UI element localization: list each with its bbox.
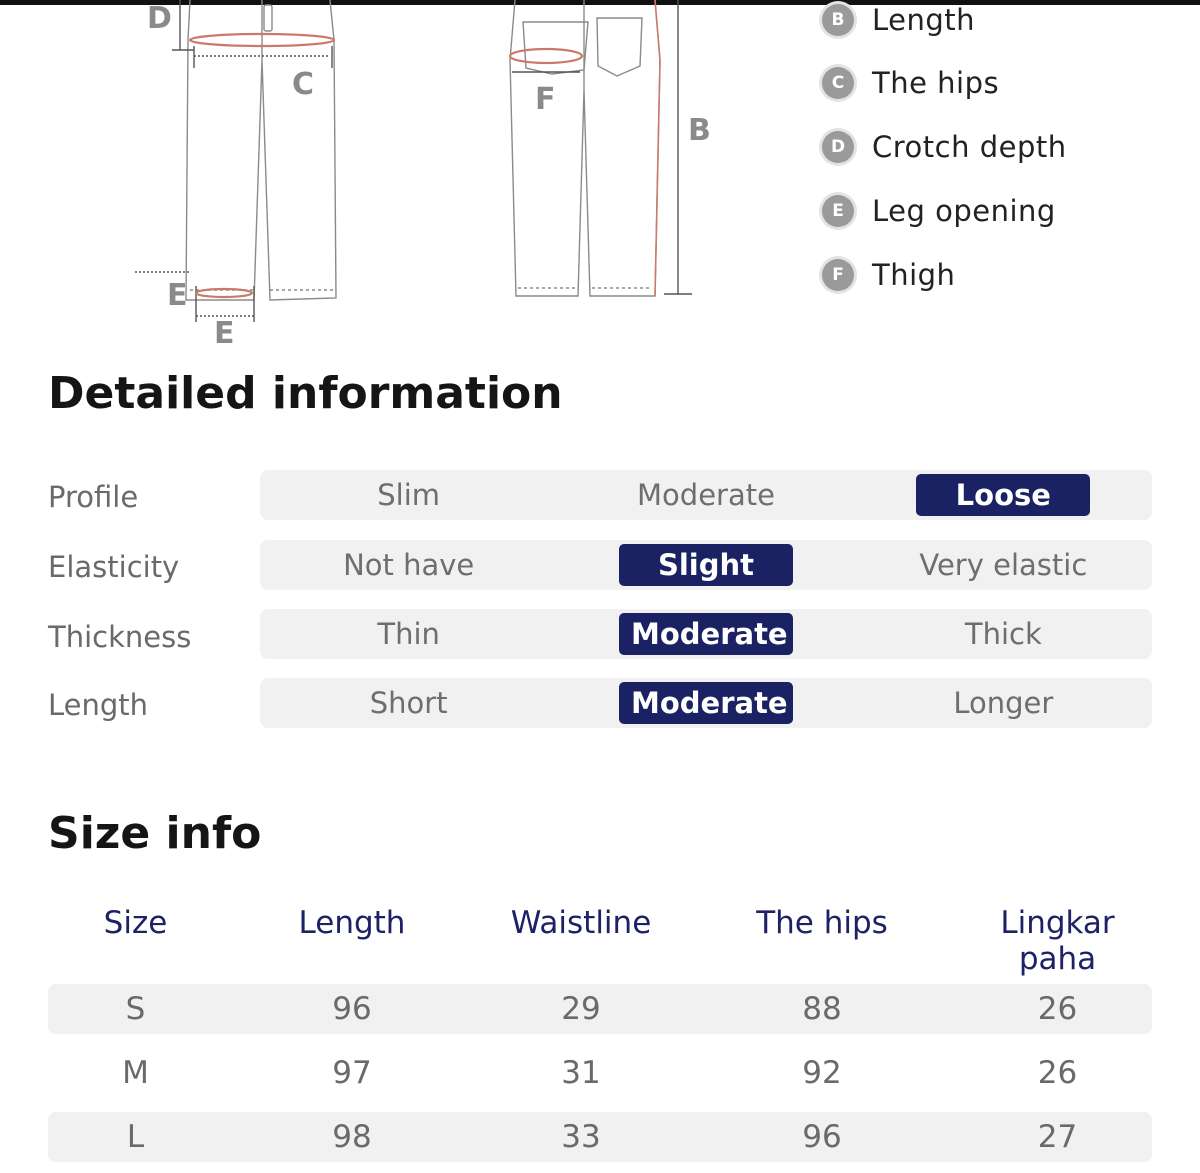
attr-label-elasticity: Elasticity xyxy=(48,550,180,584)
back-pants-outline xyxy=(510,0,660,296)
cell-thigh: 26 xyxy=(1037,1055,1078,1091)
attr-option[interactable]: Very elastic xyxy=(919,548,1088,582)
thigh-measure-ellipse xyxy=(510,49,582,63)
attr-option-selected[interactable]: Moderate xyxy=(557,678,854,728)
table-row xyxy=(48,1048,1152,1098)
legend-label: Crotch depth xyxy=(872,130,1067,164)
attr-label-thickness: Thickness xyxy=(48,620,192,654)
attr-track-elasticity xyxy=(260,540,1152,590)
legend-item-length xyxy=(822,0,975,40)
attr-option[interactable]: Moderate xyxy=(637,478,775,512)
attr-option[interactable]: Longer xyxy=(953,686,1054,720)
attr-option[interactable]: Thin xyxy=(377,617,440,651)
legend-badge-e: E xyxy=(822,195,854,227)
legend-badge-c: C xyxy=(822,67,854,99)
attr-option-selected[interactable]: Loose xyxy=(855,470,1152,520)
legend-item-hips xyxy=(822,63,999,103)
cell-hips: 88 xyxy=(802,991,842,1027)
label-f: F xyxy=(535,82,556,117)
legend-badge-d: D xyxy=(822,131,854,163)
col-header-waistline: Waistline xyxy=(510,905,652,941)
cell-size: S xyxy=(125,991,146,1027)
attr-track-length xyxy=(260,678,1152,728)
label-d: D xyxy=(147,1,172,36)
cell-waistline: 33 xyxy=(561,1119,601,1155)
label-c: C xyxy=(292,67,315,102)
pants-measurement-diagram xyxy=(0,0,800,360)
attr-option[interactable]: Short xyxy=(369,686,448,720)
legend-badge-b: B xyxy=(822,4,854,36)
col-header-hips: The hips xyxy=(756,905,888,941)
cell-waistline: 29 xyxy=(561,991,601,1027)
cell-thigh: 26 xyxy=(1037,991,1078,1027)
attr-option[interactable]: Not have xyxy=(343,548,475,582)
attr-option[interactable]: Slim xyxy=(377,478,441,512)
size-info-heading: Size info xyxy=(48,808,262,859)
cell-thigh: 27 xyxy=(1037,1119,1078,1155)
detailed-info-heading: Detailed information xyxy=(48,368,563,419)
legend-item-crotch-depth xyxy=(822,127,1067,167)
attr-option-selected[interactable]: Moderate xyxy=(557,609,854,659)
table-row xyxy=(48,1112,1152,1162)
size-table-header xyxy=(48,905,1152,977)
cell-size: L xyxy=(126,1119,145,1155)
legend-label: Length xyxy=(872,3,976,37)
label-e-lower: E xyxy=(214,316,235,351)
legend-item-thigh xyxy=(822,255,955,295)
cell-length: 98 xyxy=(332,1119,372,1155)
cell-size: M xyxy=(122,1055,149,1091)
legend-label: The hips xyxy=(872,66,1000,100)
cell-hips: 92 xyxy=(802,1055,842,1091)
col-header-size: Size xyxy=(103,905,168,941)
cell-waistline: 31 xyxy=(561,1055,601,1091)
label-b: B xyxy=(688,113,711,148)
attr-track-profile xyxy=(260,470,1152,520)
label-e-upper: E xyxy=(167,278,188,313)
attr-option-selected[interactable]: Slight xyxy=(557,540,854,590)
leg-opening-ellipse xyxy=(196,289,252,297)
cell-hips: 96 xyxy=(802,1119,842,1155)
table-row xyxy=(48,984,1152,1034)
legend-item-leg-opening xyxy=(822,191,1056,231)
cell-length: 96 xyxy=(332,991,372,1027)
legend-label: Thigh xyxy=(872,258,956,292)
attr-track-thickness xyxy=(260,609,1152,659)
attr-label-profile: Profile xyxy=(48,480,139,514)
legend-label: Leg opening xyxy=(872,194,1056,228)
legend-badge-f: F xyxy=(822,259,854,291)
col-header-length: Length xyxy=(298,905,406,941)
cell-length: 97 xyxy=(332,1055,372,1091)
attr-label-length: Length xyxy=(48,688,149,722)
attr-option[interactable]: Thick xyxy=(964,617,1042,651)
col-header-thigh: Lingkar paha xyxy=(1000,905,1115,977)
